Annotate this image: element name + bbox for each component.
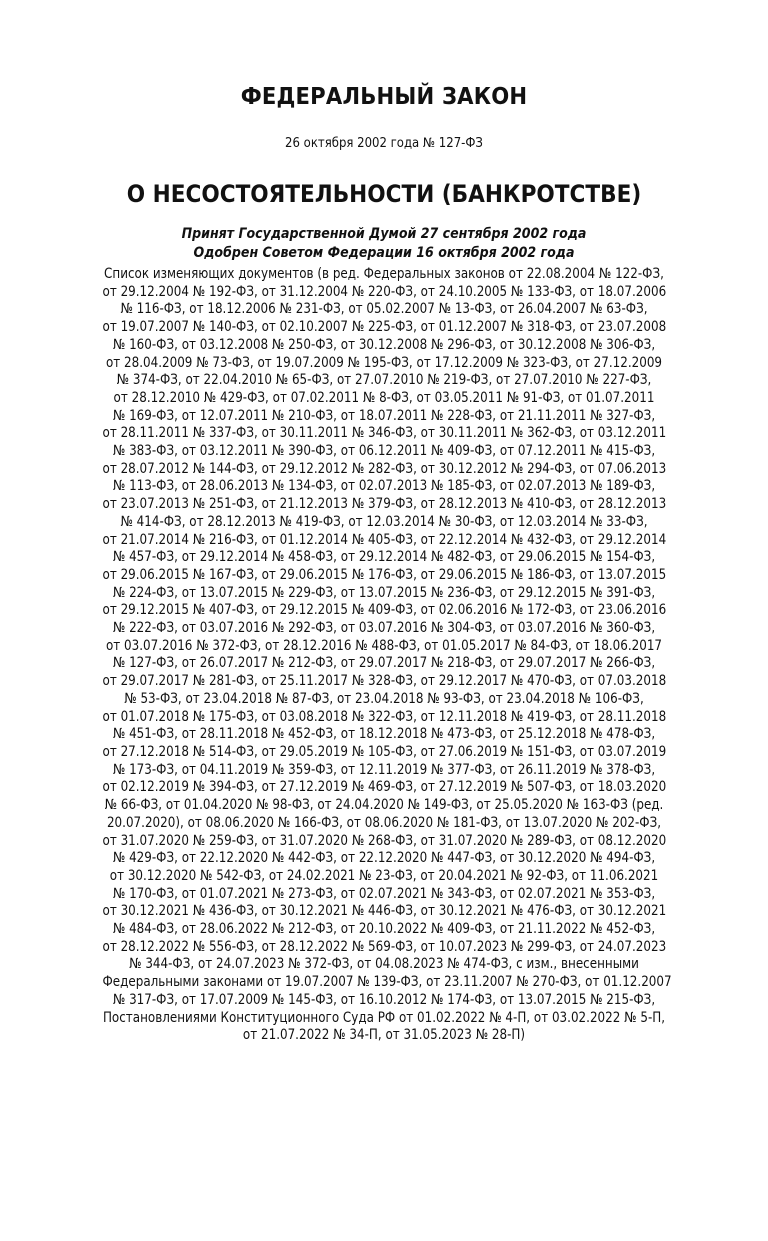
- amendment-line: № 457-ФЗ, от 29.12.2014 № 458-ФЗ, от 29.12.2014 № 482-ФЗ, от 29.06.2015 № 154-ФЗ,: [112, 549, 656, 566]
- amendment-line: от 21.07.2022 № 34-П, от 31.05.2023 № 28-П): [242, 1027, 526, 1044]
- amendment-line: № 113-ФЗ, от 28.06.2013 № 134-ФЗ, от 02.07.2013 № 185-ФЗ, от 02.07.2013 № 189-ФЗ,: [112, 478, 656, 495]
- document-type-heading: ФЕДЕРАЛЬНЫЙ ЗАКОН: [240, 84, 528, 110]
- amendment-line: № 383-ФЗ, от 03.12.2011 № 390-ФЗ, от 06.12.2011 № 409-ФЗ, от 07.12.2011 № 415-ФЗ,: [112, 443, 656, 460]
- amendment-line: № 116-ФЗ, от 18.12.2006 № 231-ФЗ, от 05.02.2007 № 13-ФЗ, от 26.04.2007 № 63-ФЗ,: [120, 301, 648, 318]
- approved-by-federation-council: Одобрен Советом Федерации 16 октября 2002 года: [193, 245, 575, 261]
- amendment-line: от 28.12.2010 № 429-ФЗ, от 07.02.2011 № 8-ФЗ, от 03.05.2011 № 91-ФЗ, от 01.07.2011: [113, 389, 655, 406]
- amendment-line: № 374-ФЗ, от 22.04.2010 № 65-ФЗ, от 27.07.2010 № 219-ФЗ, от 27.07.2010 № 227-ФЗ,: [116, 372, 652, 389]
- amendment-line: № 160-ФЗ, от 03.12.2008 № 250-ФЗ, от 30.12.2008 № 296-ФЗ, от 30.12.2008 № 306-ФЗ,: [112, 336, 656, 353]
- amendment-line: Список изменяющих документов (в ред. Федеральных законов от 22.08.2004 № 122-ФЗ,: [104, 266, 664, 282]
- amendment-line: № 53-ФЗ, от 23.04.2018 № 87-ФЗ, от 23.04.2018 № 93-ФЗ, от 23.04.2018 № 106-ФЗ,: [124, 690, 644, 707]
- amendment-line: от 28.04.2009 № 73-ФЗ, от 19.07.2009 № 195-ФЗ, от 17.12.2009 № 323-ФЗ, от 27.12.2009: [105, 354, 663, 371]
- amendment-line: от 29.07.2017 № 281-ФЗ, от 25.11.2017 № 328-ФЗ, от 29.12.2017 № 470-ФЗ, от 07.03.2018: [102, 673, 667, 690]
- document-title: О НЕСОСТОЯТЕЛЬНОСТИ (БАНКРОТСТВЕ): [126, 180, 642, 208]
- amendment-line: от 28.11.2011 № 337-ФЗ, от 30.11.2011 № 346-ФЗ, от 30.11.2011 № 362-ФЗ, от 03.12.2011: [102, 425, 667, 442]
- amendment-line: № 414-ФЗ, от 28.12.2013 № 419-ФЗ, от 12.03.2014 № 30-ФЗ, от 12.03.2014 № 33-ФЗ,: [120, 513, 648, 530]
- amendment-line: от 03.07.2016 № 372-ФЗ, от 28.12.2016 № 488-ФЗ, от 01.05.2017 № 84-ФЗ, от 18.06.2017: [105, 637, 663, 654]
- amendment-line: от 28.07.2012 № 144-ФЗ, от 29.12.2012 № 282-ФЗ, от 30.12.2012 № 294-ФЗ, от 07.06.2013: [102, 460, 667, 477]
- amendment-line: от 30.12.2020 № 542-ФЗ, от 24.02.2021 № 23-ФЗ, от 20.04.2021 № 92-ФЗ, от 11.06.2021: [109, 867, 659, 884]
- amendment-line: от 31.07.2020 № 259-ФЗ, от 31.07.2020 № 268-ФЗ, от 31.07.2020 № 289-ФЗ, от 08.12.2020: [102, 832, 667, 849]
- amendment-line: от 01.07.2018 № 175-ФЗ, от 03.08.2018 № 322-ФЗ, от 12.11.2018 № 419-ФЗ, от 28.11.2018: [102, 708, 667, 725]
- amendment-list: [54, 266, 714, 1045]
- amendment-line: № 451-ФЗ, от 28.11.2018 № 452-ФЗ, от 18.12.2018 № 473-ФЗ, от 25.12.2018 № 478-ФЗ,: [112, 726, 656, 743]
- amendment-line: от 29.12.2015 № 407-ФЗ, от 29.12.2015 № 409-ФЗ, от 02.06.2016 № 172-ФЗ, от 23.06.2016: [102, 602, 667, 619]
- amendment-line: от 29.12.2004 № 192-ФЗ, от 31.12.2004 № 220-ФЗ, от 24.10.2005 № 133-ФЗ, от 18.07.2006: [102, 283, 667, 300]
- adoption-info: [38, 225, 729, 263]
- amendment-line: № 222-ФЗ, от 03.07.2016 № 292-ФЗ, от 03.07.2016 № 304-ФЗ, от 03.07.2016 № 360-ФЗ,: [112, 620, 656, 637]
- amendment-line: № 484-ФЗ, от 28.06.2022 № 212-ФЗ, от 20.10.2022 № 409-ФЗ, от 21.11.2022 № 452-ФЗ,: [112, 921, 656, 938]
- amendment-line: от 19.07.2007 № 140-ФЗ, от 02.10.2007 № 225-ФЗ, от 01.12.2007 № 318-ФЗ, от 23.07.2008: [102, 319, 667, 336]
- amendment-line: от 27.12.2018 № 514-ФЗ, от 29.05.2019 № 105-ФЗ, от 27.06.2019 № 151-ФЗ, от 03.07.2019: [102, 743, 667, 760]
- amendment-line: Постановлениями Конституционного Суда РФ от 01.02.2022 № 4-П, от 03.02.2022 № 5-П,: [102, 1009, 666, 1026]
- adopted-by-duma: Принят Государственной Думой 27 сентября 2002 года: [181, 226, 587, 242]
- amendment-line: № 317-ФЗ, от 17.07.2009 № 145-ФЗ, от 16.10.2012 № 174-ФЗ, от 13.07.2015 № 215-ФЗ,: [112, 991, 656, 1008]
- amendment-line: от 28.12.2022 № 556-ФЗ, от 28.12.2022 № 569-ФЗ, от 10.07.2023 № 299-ФЗ, от 24.07.2023: [102, 938, 667, 955]
- amendment-line: от 02.12.2019 № 394-ФЗ, от 27.12.2019 № 469-ФЗ, от 27.12.2019 № 507-ФЗ, от 18.03.2020: [102, 779, 667, 796]
- amendment-line: № 66-ФЗ, от 01.04.2020 № 98-ФЗ, от 24.04.2020 № 149-ФЗ, от 25.05.2020 № 163-ФЗ (ред.: [104, 797, 664, 814]
- amendment-line: Федеральными законами от 19.07.2007 № 139-ФЗ, от 23.11.2007 № 270-ФЗ, от 01.12.2007: [102, 974, 672, 991]
- amendment-line: № 429-ФЗ, от 22.12.2020 № 442-ФЗ, от 22.12.2020 № 447-ФЗ, от 30.12.2020 № 494-ФЗ,: [112, 850, 656, 867]
- amendment-line: № 170-ФЗ, от 01.07.2021 № 273-ФЗ, от 02.07.2021 № 343-ФЗ, от 02.07.2021 № 353-ФЗ,: [112, 885, 656, 902]
- amendment-line: № 169-ФЗ, от 12.07.2011 № 210-ФЗ, от 18.07.2011 № 228-ФЗ, от 21.11.2011 № 327-ФЗ,: [112, 407, 656, 424]
- amendment-line: № 173-ФЗ, от 04.11.2019 № 359-ФЗ, от 12.11.2019 № 377-ФЗ, от 26.11.2019 № 378-ФЗ,: [112, 761, 656, 778]
- amendment-line: № 224-ФЗ, от 13.07.2015 № 229-ФЗ, от 13.07.2015 № 236-ФЗ, от 29.12.2015 № 391-ФЗ,: [112, 584, 656, 601]
- amendment-line: от 29.06.2015 № 167-ФЗ, от 29.06.2015 № 176-ФЗ, от 29.06.2015 № 186-ФЗ, от 13.07.2015: [102, 566, 667, 583]
- amendment-line: от 30.12.2021 № 436-ФЗ, от 30.12.2021 № 446-ФЗ, от 30.12.2021 № 476-ФЗ, от 30.12.2021: [102, 903, 667, 920]
- amendment-line: от 23.07.2013 № 251-ФЗ, от 21.12.2013 № 379-ФЗ, от 28.12.2013 № 410-ФЗ, от 28.12.2013: [102, 496, 667, 513]
- amendment-line: от 21.07.2014 № 216-ФЗ, от 01.12.2014 № 405-ФЗ, от 22.12.2014 № 432-ФЗ, от 29.12.2014: [102, 531, 667, 548]
- amendment-line: № 344-ФЗ, от 24.07.2023 № 372-ФЗ, от 04.08.2023 № 474-ФЗ, с изм., внесенными: [129, 956, 639, 973]
- document-date-number: 26 октября 2002 года № 127-ФЗ: [285, 136, 483, 151]
- amendment-line: № 127-ФЗ, от 26.07.2017 № 212-ФЗ, от 29.07.2017 № 218-ФЗ, от 29.07.2017 № 266-ФЗ,: [112, 655, 656, 672]
- amendment-line: 20.07.2020), от 08.06.2020 № 166-ФЗ, от 08.06.2020 № 181-ФЗ, от 13.07.2020 № 202-ФЗ,: [106, 814, 662, 831]
